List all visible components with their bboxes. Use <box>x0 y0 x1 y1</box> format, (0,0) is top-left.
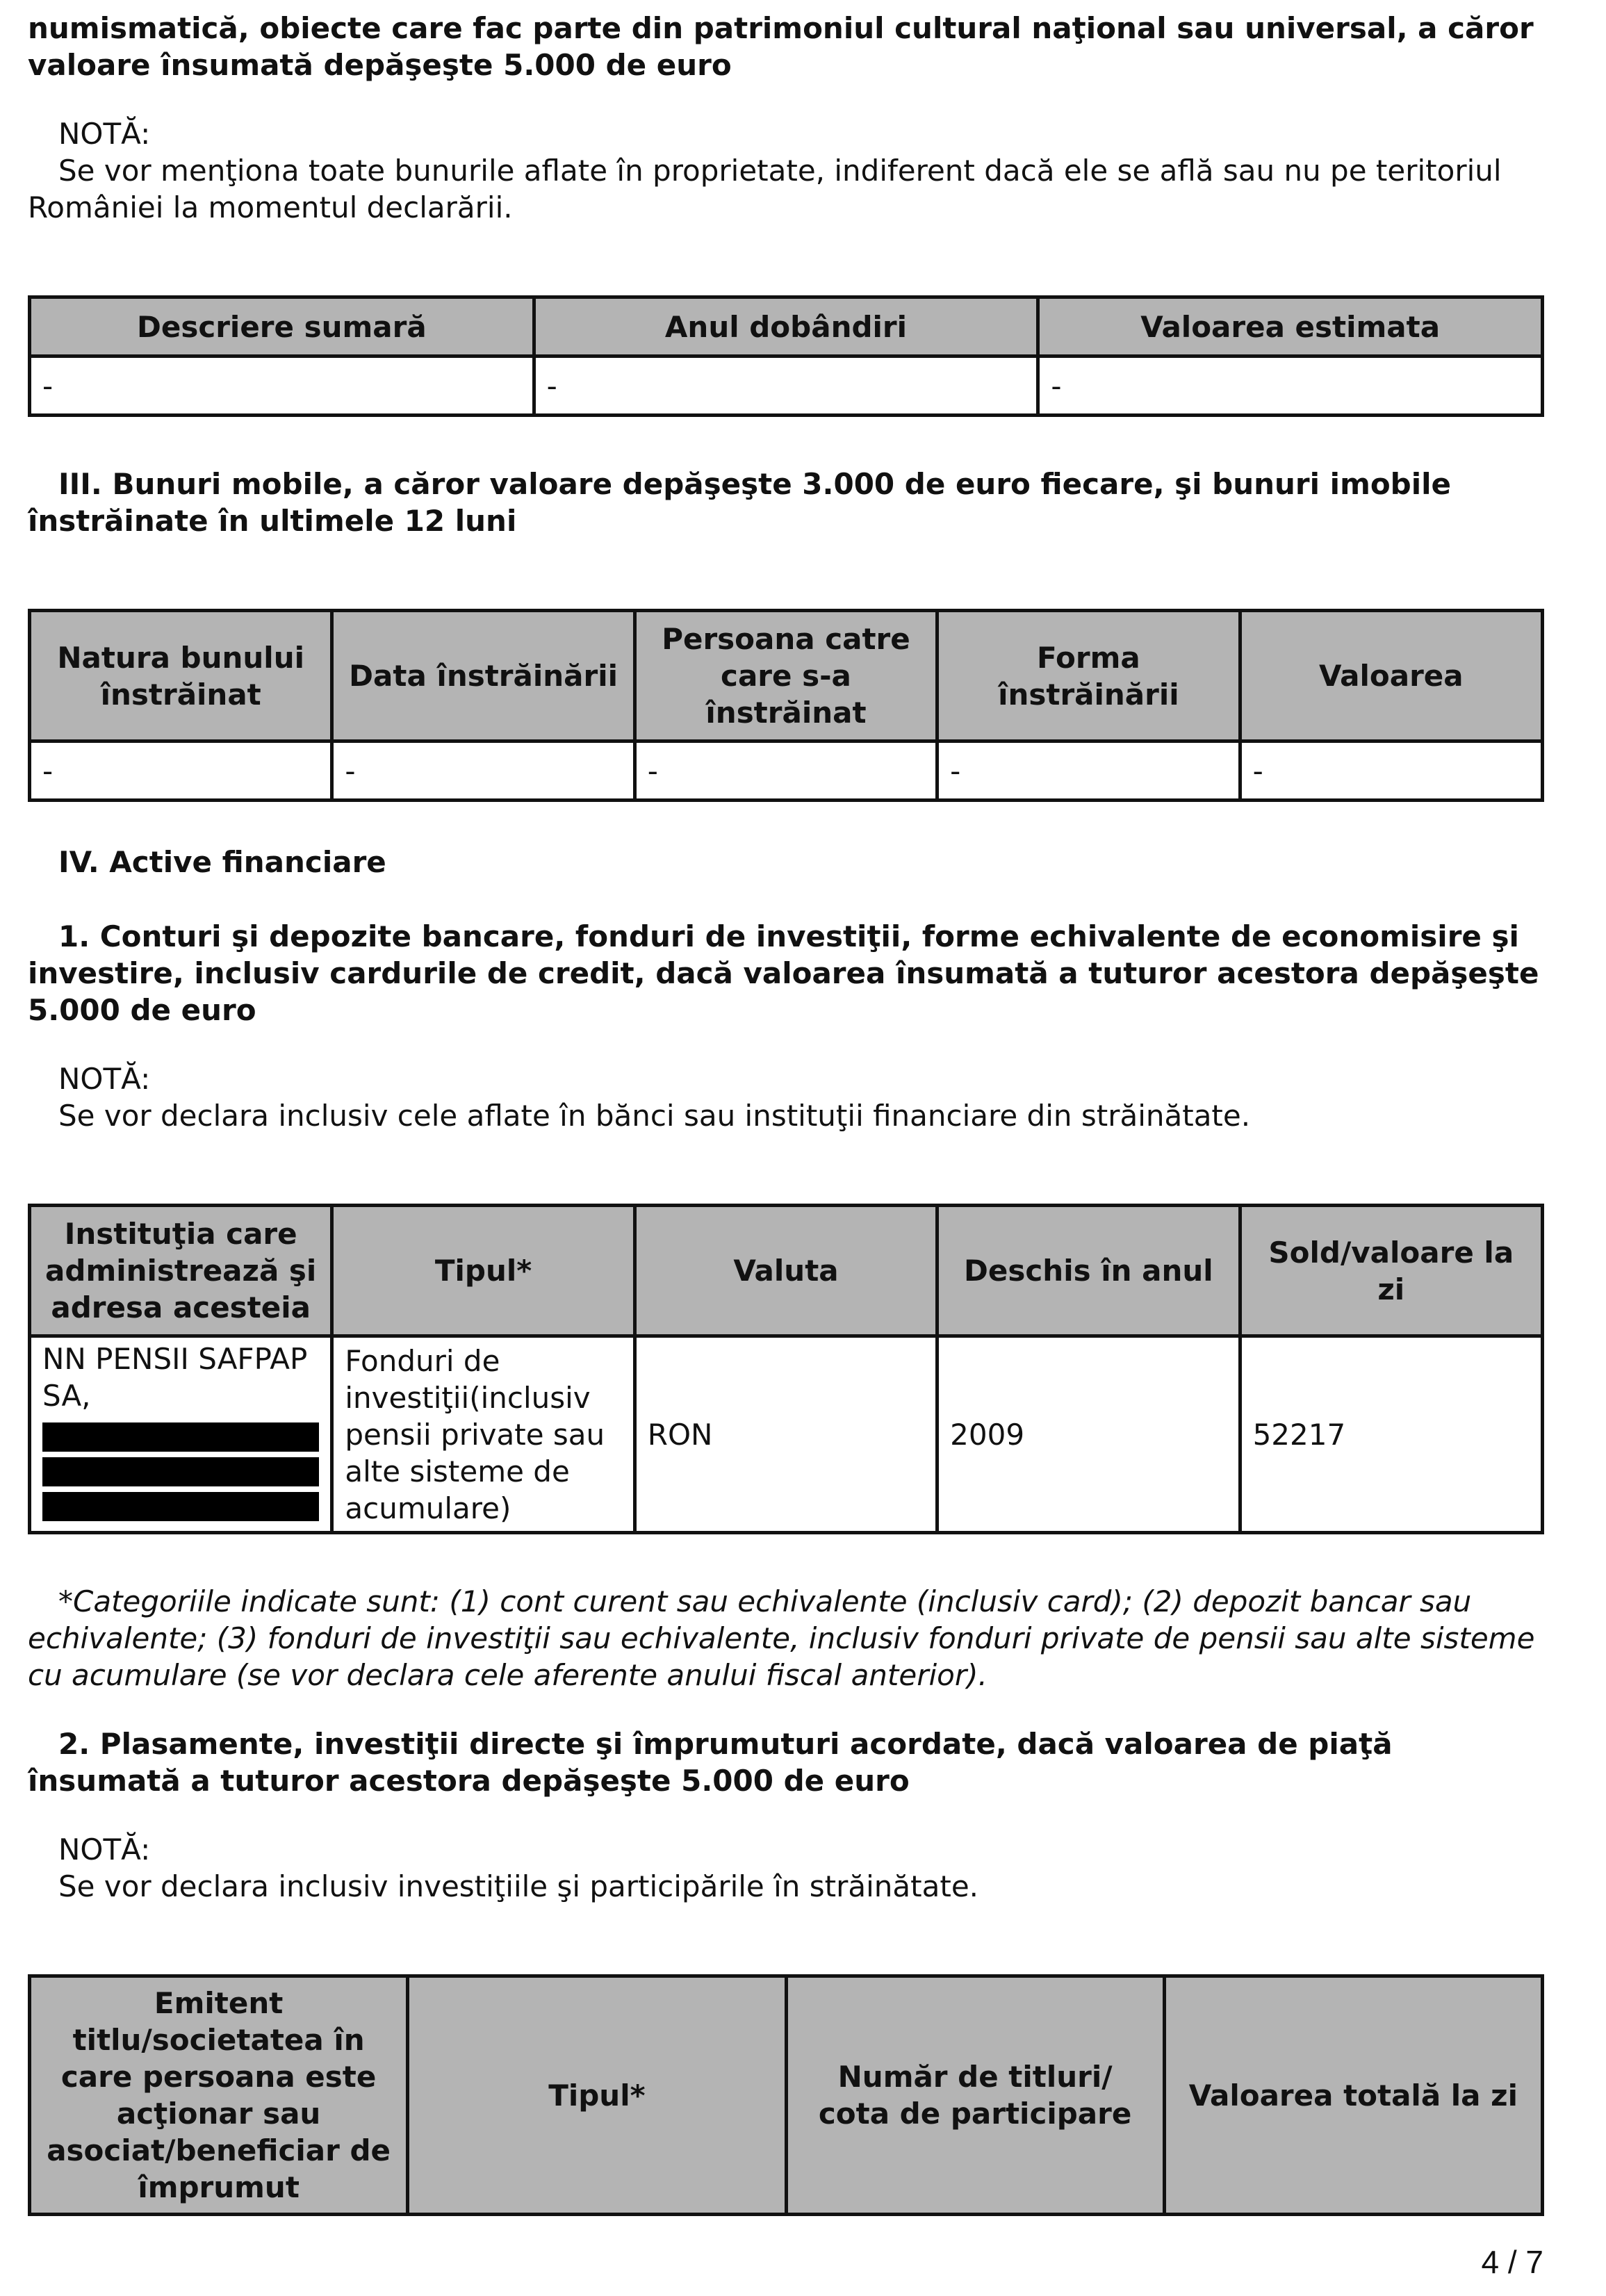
table-cell: - <box>1038 356 1543 416</box>
table-header-row <box>30 1976 1543 2215</box>
note-label: NOTĂ: <box>58 117 151 151</box>
header-cell: Tipul* <box>332 1206 634 1336</box>
header-cell: Descriere sumară <box>30 297 534 356</box>
header-cell: Persoana catre care s-a înstrăinat <box>634 611 937 741</box>
section-title: III. Bunuri mobile, a căror valoare depăşeşte 3.000 de euro fiecare, şi bunuri imobile înstrăinate în ultimele 12 luni <box>28 467 1452 538</box>
subsection-title: 2. Plasamente, investiţii directe şi împrumuturi acordate, dacă valoarea de piaţă însumată a tuturor acestora depăşeşte 5.000 de euro <box>28 1727 1393 1798</box>
header-cell: Valoarea <box>1240 611 1542 741</box>
type-cell: Fonduri de investiţii(inclusiv pensii private sau alte sisteme de acumulare) <box>332 1336 634 1533</box>
redaction-bar <box>42 1422 319 1452</box>
table-alienated-assets <box>28 609 1544 802</box>
table-cell: - <box>1240 741 1542 801</box>
table-cell: - <box>937 741 1240 801</box>
header-cell: Anul dobândiri <box>534 297 1038 356</box>
table-header-row <box>30 611 1543 741</box>
header-cell: Valoarea estimata <box>1038 297 1543 356</box>
table-cell: - <box>30 741 332 801</box>
note-text: Se vor declara inclusiv cele aflate în bănci sau instituţii financiare din străinătate. <box>58 1099 1251 1133</box>
header-cell: Natura bunului înstrăinat <box>30 611 332 741</box>
table-header-row <box>30 297 1543 356</box>
balance-cell: 52217 <box>1240 1336 1542 1533</box>
table-cell: - <box>30 356 534 416</box>
footnote: *Categoriile indicate sunt: (1) cont curent sau echivalente (inclusiv card); (2) depozit bancar sau echivalente; (3) fonduri de investiţii sau echivalente, inclusiv fonduri private de pensii sau alte sisteme cu acumulare (se vor declara cele aferente anului fiscal anterior). <box>28 1584 1535 1692</box>
header-cell: Tipul* <box>408 1976 786 2215</box>
header-cell: Valuta <box>634 1206 937 1336</box>
redaction-bar <box>42 1492 319 1521</box>
subsection-title: 1. Conturi şi depozite bancare, fonduri de investiţii, forme echivalente de economisire şi investire, inclusiv cardurile de credit, dacă valoarea însumată a tuturor acestora depăşeşte 5.000 de euro <box>28 919 1539 1027</box>
section-title-continued: numismatică, obiecte care fac parte din patrimoniul cultural naţional sau universal, a căror valoare însumată depăşeşte 5.000 de euro <box>28 11 1534 82</box>
note-label: NOTĂ: <box>58 1832 151 1867</box>
document-page <box>28 10 1544 2216</box>
header-cell: Data înstrăinării <box>332 611 634 741</box>
institution-name: NN PENSII SAFPAP SA, <box>42 1342 308 1413</box>
table-assets <box>28 295 1544 417</box>
table-cell: - <box>634 741 937 801</box>
header-cell: Instituţia care administrează şi adresa acesteia <box>30 1206 332 1336</box>
table-header-row <box>30 1206 1543 1336</box>
table-cell: - <box>332 741 634 801</box>
header-cell: Sold/valoare la zi <box>1240 1206 1542 1336</box>
institution-cell <box>30 1336 332 1533</box>
table-bank-accounts <box>28 1204 1544 1534</box>
year-cell: 2009 <box>937 1336 1240 1533</box>
currency-cell: RON <box>634 1336 937 1533</box>
header-cell: Valoarea totală la zi <box>1164 1976 1542 2215</box>
section-title: IV. Active financiare <box>58 845 386 879</box>
redaction-bar <box>42 1457 319 1486</box>
table-investments <box>28 1974 1544 2216</box>
note-text: Se vor menţiona toate bunurile aflate în proprietate, indiferent dacă ele se află sau nu pe teritoriul României la momentul declarării. <box>28 154 1502 224</box>
table-cell: - <box>534 356 1038 416</box>
note-label: NOTĂ: <box>58 1062 151 1096</box>
header-cell: Număr de titluri/ cota de participare <box>786 1976 1164 2215</box>
page-number: 4 / 7 <box>1481 2244 1543 2280</box>
note-text: Se vor declara inclusiv investiţiile şi participările în străinătate. <box>58 1869 979 1903</box>
header-cell: Emitent titlu/societatea în care persoana este acţionar sau asociat/beneficiar de împrumut <box>30 1976 408 2215</box>
header-cell: Deschis în anul <box>937 1206 1240 1336</box>
table-row <box>30 741 1543 801</box>
table-row <box>30 1336 1543 1533</box>
table-row <box>30 356 1543 416</box>
header-cell: Forma înstrăinării <box>937 611 1240 741</box>
